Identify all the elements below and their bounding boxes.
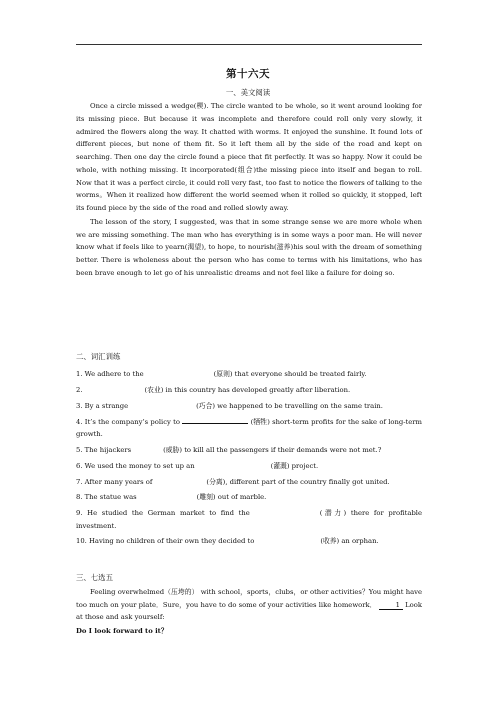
section-heading-seven-choose-five: 三、七选五 <box>76 573 113 582</box>
answer-underline[interactable] <box>182 416 248 424</box>
vocab-item-9: 9. He studied the German market to find the (潜力) there for profitable investment. <box>76 509 422 530</box>
seven-paragraph: Feeling overwhelmed（压垮的） with school，sports，clubs，or other activities？You might have too much on your plate．Sure，you have to do some of your activities like homework． 1 Look at those and ask yourself: <box>76 588 422 622</box>
vocabulary-exercise <box>76 368 422 548</box>
seven-choose-five-passage <box>76 586 422 624</box>
question-blank-1[interactable]: 1 <box>379 601 403 610</box>
header-rule <box>76 44 422 45</box>
vocab-item-10: 10. Having no children of their own they decided to (收养) an orphan. <box>76 537 379 546</box>
page-title: 第十六天 <box>226 68 270 80</box>
vocab-item-1: 1. We adhere to the (原则) that everyone should be treated fairly. <box>76 370 367 378</box>
section-heading-vocabulary: 二、词汇训练 <box>76 352 121 361</box>
passage-paragraph-1: Once a circle missed a wedge(楔). The circle wanted to be whole, so it went around looking for its missing piece. But because it was incomplete and therefore could roll only very slowly, it admired the flowers along the way. It chatted with worms. It enjoyed the sunshine. It found lots of different pieces, but none of them fit. So it left them all by the side of the road and kept on searching. Then one day the circle found a piece that fit perfectly. It was so happy. Now it could be whole, with nothing missing. It incorporated(组合)the missing piece into itself and began to roll. Now that it was a perfect circle, it could roll very fast, too fast to notice the flowers of talking to the worms。When it realized how different the world seemed when it rolled so quickly, it stopped, left its found piece by the side of the road and rolled slowly away. <box>76 102 422 212</box>
vocab-item-5: 5. The hijackers (威胁) to kill all the passengers if their demands were not met.? <box>76 445 382 454</box>
passage-paragraph-2: The lesson of the story, I suggested, was that in some strange sense we are more whole when we are missing something. The man who has everything is in some ways a poor man. He will never know what if feels like to yearn(渴望), to hope, to nourish(滋养)his soul with the dream of something better. There is wholeness about the person who has come to terms with his limitations, who has been brave enough to let go of his unrealistic dreams and not feel like a failure for doing so. <box>76 217 422 277</box>
reading-passage <box>76 100 422 280</box>
vocab-item-7: 7. After many years of (分离), different part of the country finally got united. <box>76 477 390 486</box>
vocab-item-8: 8. The statue was (雕刻) out of marble. <box>76 493 267 502</box>
section-heading-reading: 一、美文阅读 <box>225 88 271 97</box>
vocab-item-6: 6. We used the money to set up an (灌溉) project. <box>76 461 319 470</box>
bold-question: Do I look forward to it？ <box>76 627 168 635</box>
vocab-item-4: 4. It’s the company’s policy to (牺牲) short-term profits for the sake of long-term growth. <box>76 417 422 439</box>
vocab-item-2: 2. (农业) in this country has developed greatly after liberation. <box>76 385 351 394</box>
vocab-item-3: 3. By a strange (巧合) we happened to be travelling on the same train. <box>76 401 383 410</box>
